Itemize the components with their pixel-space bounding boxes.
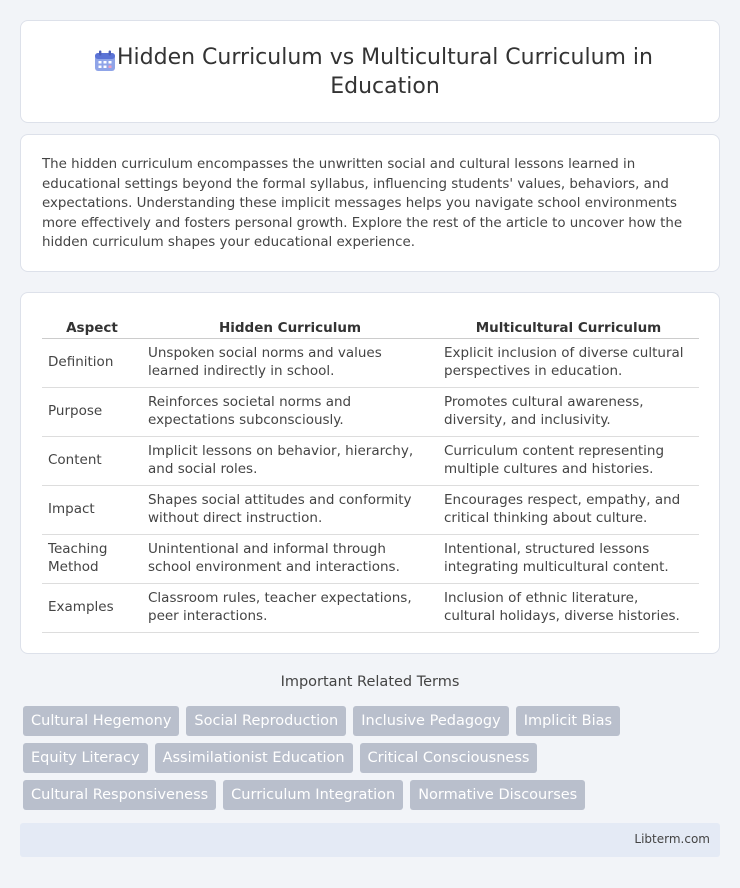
table-cell-aspect: Purpose bbox=[42, 387, 142, 436]
comparison-card bbox=[20, 292, 720, 654]
column-header: Multicultural Curriculum bbox=[438, 313, 699, 338]
related-term-tag[interactable]: Assimilationist Education bbox=[155, 743, 353, 773]
table-cell: Unintentional and informal through school environment and interactions. bbox=[142, 534, 438, 583]
table-cell: Encourages respect, empathy, and critical thinking about culture. bbox=[438, 485, 699, 534]
tag-row bbox=[23, 780, 723, 810]
table-cell: Inclusion of ethnic literature, cultural holidays, diverse histories. bbox=[438, 583, 699, 632]
table-cell-aspect: Examples bbox=[42, 583, 142, 632]
table-cell-aspect: Content bbox=[42, 436, 142, 485]
tag-row bbox=[23, 706, 723, 736]
table-cell: Reinforces societal norms and expectations subconsciously. bbox=[142, 387, 438, 436]
table-cell: Curriculum content representing multiple cultures and histories. bbox=[438, 436, 699, 485]
comparison-table bbox=[42, 313, 699, 633]
table-row bbox=[42, 387, 699, 436]
related-term-tag[interactable]: Social Reproduction bbox=[186, 706, 346, 736]
footer-site-link[interactable]: Libterm.com bbox=[634, 832, 710, 846]
related-term-tag[interactable]: Implicit Bias bbox=[516, 706, 620, 736]
related-term-tag[interactable]: Equity Literacy bbox=[23, 743, 148, 773]
table-cell: Shapes social attitudes and conformity without direct instruction. bbox=[142, 485, 438, 534]
intro-text: The hidden curriculum encompasses the unwritten social and cultural lessons learned in educational settings beyond the formal syllabus, influencing students' values, behaviors, and expectations. Understanding these implicit messages helps you navigate school environments more effectively and fosters personal growth. Explore the rest of the article to uncover how the hidden curriculum shapes your educational experience. bbox=[42, 157, 683, 251]
intro-card bbox=[20, 134, 720, 272]
table-cell-aspect: Teaching Method bbox=[42, 534, 142, 583]
related-term-tag[interactable]: Curriculum Integration bbox=[223, 780, 403, 810]
table-row bbox=[42, 436, 699, 485]
table-cell: Implicit lessons on behavior, hierarchy, and social roles. bbox=[142, 436, 438, 485]
table-header-row bbox=[42, 313, 699, 338]
table-row bbox=[42, 534, 699, 583]
table-row bbox=[42, 338, 699, 387]
related-terms bbox=[23, 706, 723, 817]
related-term-tag[interactable]: Cultural Responsiveness bbox=[23, 780, 216, 810]
related-terms-title: Important Related Terms bbox=[280, 674, 460, 690]
footer bbox=[20, 823, 720, 857]
table-cell: Unspoken social norms and values learned indirectly in school. bbox=[142, 338, 438, 387]
related-term-tag[interactable]: Cultural Hegemony bbox=[23, 706, 179, 736]
column-header: Hidden Curriculum bbox=[142, 313, 438, 338]
related-term-tag[interactable]: Inclusive Pedagogy bbox=[353, 706, 508, 736]
page-title: Hidden Curriculum vs Multicultural Curriculum in Education bbox=[117, 45, 653, 99]
table-cell-aspect: Impact bbox=[42, 485, 142, 534]
column-header: Aspect bbox=[42, 313, 142, 338]
table-row bbox=[42, 583, 699, 632]
related-term-tag[interactable]: Critical Consciousness bbox=[360, 743, 538, 773]
table-cell: Classroom rules, teacher expectations, peer interactions. bbox=[142, 583, 438, 632]
table-row bbox=[42, 485, 699, 534]
tag-row bbox=[23, 743, 723, 773]
related-term-tag[interactable]: Normative Discourses bbox=[410, 780, 585, 810]
table-cell-aspect: Definition bbox=[42, 338, 142, 387]
table-cell: Promotes cultural awareness, diversity, and inclusivity. bbox=[438, 387, 699, 436]
header-card bbox=[20, 20, 720, 123]
table-cell: Intentional, structured lessons integrating multicultural content. bbox=[438, 534, 699, 583]
table-cell: Explicit inclusion of diverse cultural perspectives in education. bbox=[438, 338, 699, 387]
